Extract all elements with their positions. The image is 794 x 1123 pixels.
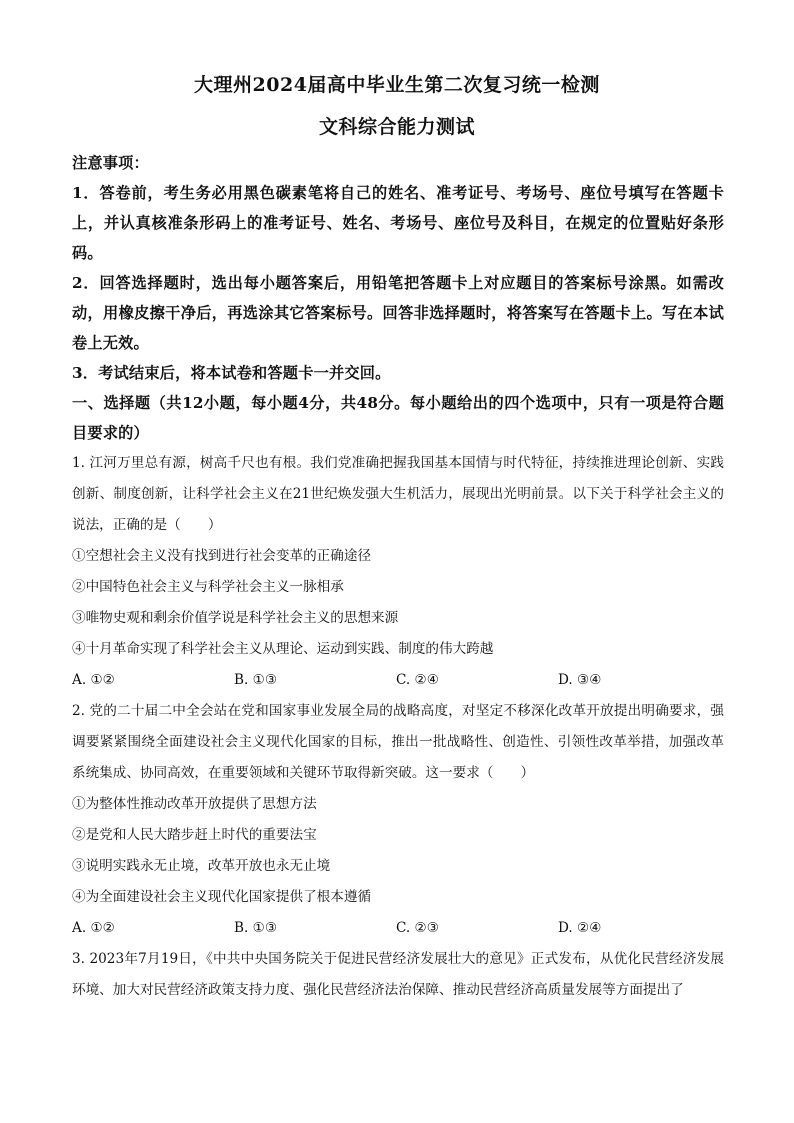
- question-2-options: [72, 913, 724, 944]
- question-1-option-c: C. ②④: [396, 672, 439, 688]
- exam-title: 大理州2024届高中毕业生第二次复习统一检测: [194, 74, 600, 96]
- question-1-option-b: B. ①③: [234, 672, 278, 688]
- exam-subtitle: 文科综合能力测试: [318, 116, 475, 138]
- document-body: [72, 148, 724, 1006]
- notice-item-1: 1．答卷前，考生务必用黑色碳素笔将自己的姓名、准考证号、考场号、座位号填写在答题卡上，并认真核准条形码上的准考证号、姓名、考场号、座位号及科目，在规定的位置贴好条形码。: [72, 184, 724, 262]
- question-1-statement-4: ④十月革命实现了科学社会主义从理论、运动到实践、制度的伟大跨越: [72, 641, 494, 657]
- notice-heading: 注意事项：: [72, 154, 149, 172]
- question-2-option-d: D. ②④: [558, 920, 602, 936]
- question-2-statement-3: ③说明实践永无止境，改革开放也永无止境: [72, 858, 331, 874]
- question-2-option-b: B. ①③: [234, 920, 278, 936]
- question-2-statement-1: ①为整体性推动改革开放提供了思想方法: [72, 796, 317, 812]
- question-2-statement-4: ④为全面建设社会主义现代化国家提供了根本遵循: [72, 889, 372, 905]
- notice-item-3: 3．考试结束后，将本试卷和答题卡一并交回。: [72, 364, 391, 382]
- question-3-stem: 3. 2023年7月19日，《中共中央国务院关于促进民营经济发展壮大的意见》正式发布，从优化民营经济发展环境、加大对民营经济政策支持力度、强化民营经济法治保障、推动民营经济高质量发展等方面提出了: [72, 951, 724, 998]
- question-1-statement-3: ③唯物史观和剩余价值学说是科学社会主义的思想来源: [72, 610, 399, 626]
- question-2-option-a: A. ①②: [72, 920, 115, 936]
- section-heading: 一、选择题（共12小题，每小题4分，共48分。每小题给出的四个选项中，只有一项是符合题目要求的）: [72, 394, 724, 442]
- question-2-stem: 2. 党的二十届二中全会站在党和国家事业发展全局的战略高度，对坚定不移深化改革开放提出明确要求，强调要紧紧围绕全面建设社会主义现代化国家的目标，推出一批战略性、创造性、引领性改革举措，加强改革系统集成、协同高效，在重要领域和关键环节取得新突破。这一要求（ ）: [72, 703, 724, 781]
- question-1-options: [72, 665, 724, 696]
- question-1-stem: 1. 江河万里总有源，树高千尺也有根。我们党准确把握我国基本国情与时代特征，持续推进理论创新、实践创新、制度创新，让科学社会主义在21世纪焕发强大生机活力，展现出光明前景。以下关于科学社会主义的说法，正确的是（ ）: [72, 455, 724, 533]
- question-2-option-c: C. ②③: [396, 920, 439, 936]
- question-1-option-a: A. ①②: [72, 672, 115, 688]
- question-1-statement-1: ①空想社会主义没有找到进行社会变革的正确途径: [72, 548, 372, 564]
- notice-item-2: 2．回答选择题时，选出每小题答案后，用铅笔把答题卡上对应题目的答案标号涂黑。如需改动，用橡皮擦干净后，再选涂其它答案标号。回答非选择题时，将答案写在答题卡上。写在本试卷上无效。: [72, 274, 724, 352]
- question-1-statement-2: ②中国特色社会主义与科学社会主义一脉相承: [72, 579, 344, 595]
- question-1-option-d: D. ③④: [558, 672, 602, 688]
- question-2-statement-2: ②是党和人民大踏步赶上时代的重要法宝: [72, 827, 317, 843]
